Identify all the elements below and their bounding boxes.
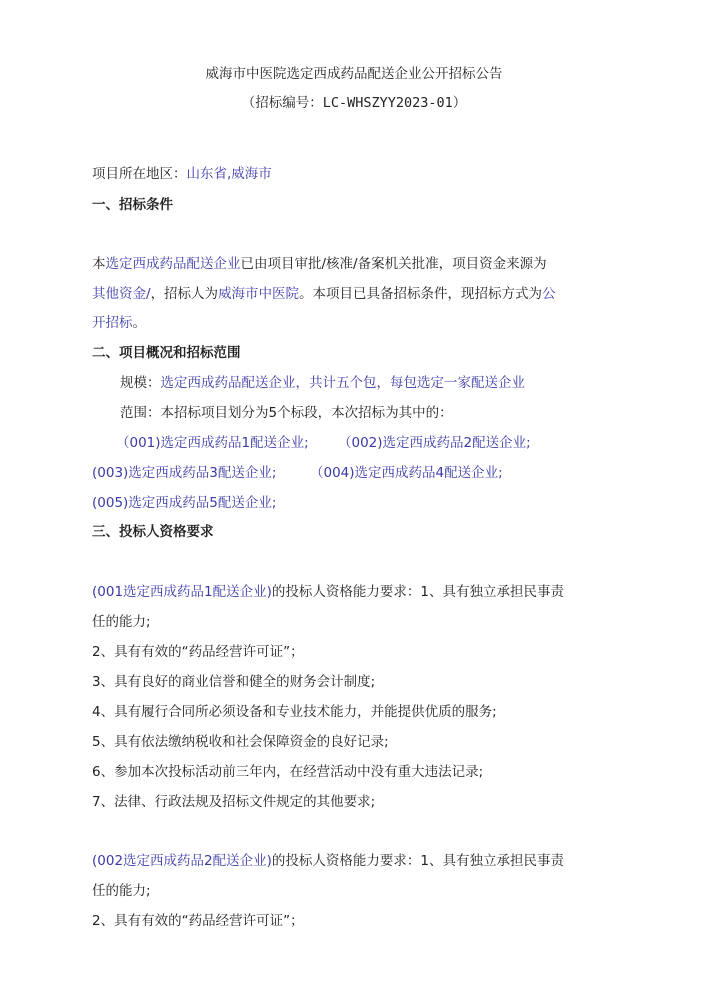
requirement-text: 的投标人资格能力要求：1、具有独立承担民事责 xyxy=(271,853,564,869)
document-title xyxy=(0,64,708,84)
lot-1-req-3: 3、具有良好的商业信誉和健全的财务会计制度; xyxy=(92,674,376,690)
text-run: 。本项目已具备招标条件，现招标方式为 xyxy=(299,286,543,302)
lot-1-title: (001选定西成药品1配送企业) xyxy=(92,584,272,600)
lot-1-requirements xyxy=(92,582,564,602)
tender-code xyxy=(0,93,708,113)
lot-2-title: (002选定西成药品2配送企业) xyxy=(92,853,272,869)
section-1-heading: 一、招标条件 xyxy=(92,197,173,213)
scale-value: 选定西成药品配送企业，共计五个包，每包选定一家配送企业 xyxy=(160,375,525,391)
section-2-heading: 二、项目概况和招标范围 xyxy=(92,345,241,361)
fund-source: 其他资金/ xyxy=(92,286,151,302)
project-name: 选定西成药品配送企业 xyxy=(105,256,241,272)
title-text: 威海市中医院选定西成药品配送企业公开招标公告 xyxy=(205,66,503,82)
lot-1-req-6: 6、参加本次投标活动前三年内，在经营活动中没有重大违法记录; xyxy=(92,764,484,780)
tender-code-value: LC-WHSZYY2023-01 xyxy=(322,95,453,111)
region-value: 山东省,威海市 xyxy=(186,166,272,182)
range-line: 范围：本招标项目划分为5个标段，本次招标为其中的： xyxy=(120,405,453,421)
tender-code-close: ） xyxy=(452,95,467,111)
lot-005: (005)选定西成药品5配送企业; xyxy=(92,495,277,511)
lot-002: （002)选定西成药品2配送企业; xyxy=(338,435,531,451)
text-run: 。 xyxy=(132,315,146,331)
tender-method: 开招标 xyxy=(92,315,133,331)
lot-1-requirements-cont: 任的能力; xyxy=(92,614,151,630)
tender-code-label: （招标编号： xyxy=(241,95,323,111)
lot-1-req-2: 2、具有有效的“药品经营许可证”； xyxy=(92,644,304,660)
text-run: 本 xyxy=(92,256,106,272)
section-1-line-1 xyxy=(92,254,547,274)
lot-2-requirements xyxy=(92,851,564,871)
lot-1-req-5: 5、具有依法缴纳税收和社会保障资金的良好记录; xyxy=(92,734,389,750)
tenderer-name: 威海市中医院 xyxy=(218,286,300,302)
text-run: 已由项目审批/核准/备案机关批准，项目资金来源为 xyxy=(240,256,547,272)
requirement-text: 的投标人资格能力要求：1、具有独立承担民事责 xyxy=(271,584,564,600)
lot-1-req-4: 4、具有履行合同所必须设备和专业技术能力，并能提供优质的服务; xyxy=(92,704,497,720)
tender-method: 公 xyxy=(542,286,556,302)
text-run: ，招标人为 xyxy=(150,286,219,302)
lot-003: (003)选定西成药品3配送企业; xyxy=(92,465,277,481)
project-region xyxy=(92,164,272,184)
lot-004: （004)选定西成药品4配送企业; xyxy=(310,465,503,481)
section-1-line-2 xyxy=(92,284,556,304)
section-1-line-3 xyxy=(92,313,146,333)
region-label: 项目所在地区： xyxy=(92,166,187,182)
lot-001: （001)选定西成药品1配送企业; xyxy=(116,435,309,451)
lot-2-requirements-cont: 任的能力; xyxy=(92,883,151,899)
scale-label: 规模： xyxy=(120,375,161,391)
lot-2-req-2: 2、具有有效的“药品经营许可证”； xyxy=(92,913,304,929)
scale-line xyxy=(120,373,525,393)
lot-1-req-7: 7、法律、行政法规及招标文件规定的其他要求; xyxy=(92,794,376,810)
section-3-heading: 三、投标人资格要求 xyxy=(92,524,214,540)
